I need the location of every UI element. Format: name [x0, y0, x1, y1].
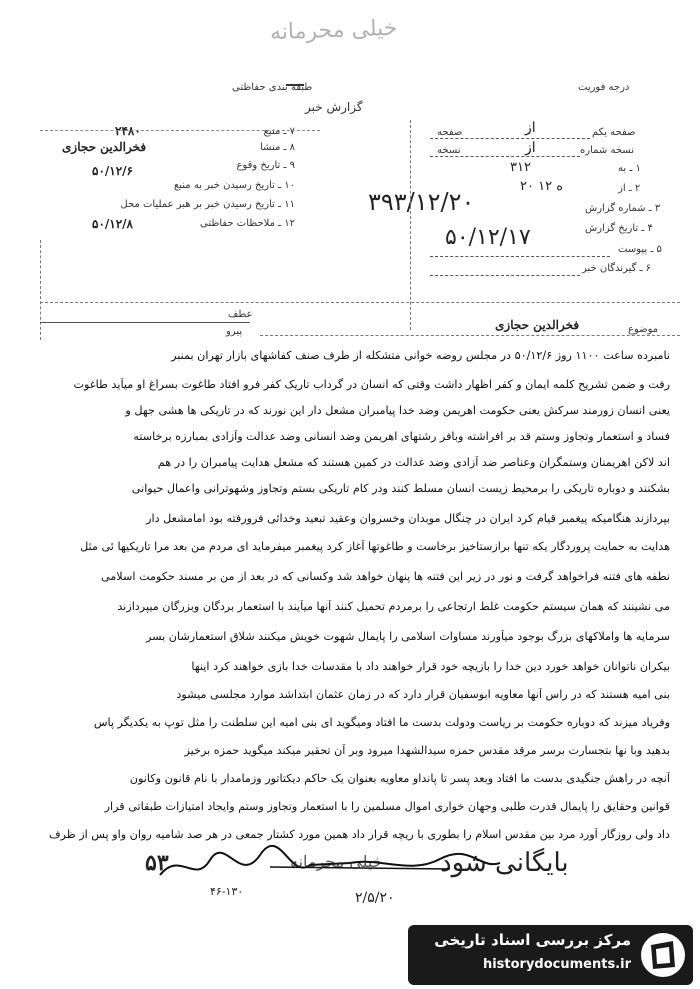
body-line: می نشینند که همان سیستم حکومت غلط ارتجاعی را برمردم تحمیل کنند آنها میآیند با استعمار بردگان وبزرگان میپردازند — [117, 600, 670, 613]
body-line: فساد و استعمار وتجاوز وستم قد بر افراشته وبافر رشتهای اهریمن وضد انسانی وضد عدالت وآزادی بمبارزه برخاسته — [133, 430, 670, 443]
field-source-label: ۷ ـ منبع — [263, 126, 295, 137]
right-field-from-value: ۲۰ ه ۱۲ — [520, 179, 564, 194]
body-line: یعنی انسان زورمند سرکش یعنی حکومت اهریمن وضد خدا پیامبران مشعل دار این نورند که در تاریکی ها هشی جهل و — [125, 404, 670, 417]
attach-label: عطف — [228, 309, 253, 320]
left-dash-1 — [40, 130, 320, 131]
body-line: بیکران ناتوانان خواهد خورد دین خدا را بازیچه خود قرار خواهند داد با مقدسات خدا بازی خواهند کرد اینها — [191, 660, 670, 673]
right-field-copy-value: از — [525, 140, 536, 156]
body-line: بشکنند و دوباره تاریکی را برمحیط زیست انسان مسلط کنند ودر کام تاریکی بستم وتجاوز وشهوترانی واعمال حیوانی — [131, 482, 670, 495]
right-dash-2 — [430, 156, 580, 157]
right-field-attachment-label: ۵ ـ پیوست — [618, 244, 662, 255]
right-field-recipients-label: ۶ ـ گیرندگان خبر — [582, 263, 652, 274]
right-field-to-label: ۱ ـ به — [618, 163, 641, 174]
body-line: نطفه های فتنه فراخواهد گرفت و نور در زیر این فتنه ها پنهان خواهد شد وکسانی که در بعد از من بر مسند حکومت اسلامی — [100, 570, 670, 583]
right-field-page-mid: صفحه — [437, 127, 463, 138]
right-field-page-value: از — [525, 120, 536, 136]
field-origin-value: فخرالدین حجازی — [62, 140, 147, 154]
subject-value: فخرالدین حجازی — [495, 318, 580, 332]
body-line: قوانین وحقایق را پایمال قدرت طلبی وجهان خواری اموال مسلمین را با استعمار وتجاوز وستم وایجاد امتیازات طبقاتی قرار — [104, 800, 670, 813]
right-field-page-label: صفحه یکم — [592, 127, 636, 138]
field-source-value: ۲۴۸۰ — [115, 124, 141, 138]
body-line: هدایت به حمایت پروردگار یکه تنها برازستاخیز برخاست و طاغوتها آغاز کرد پیغمبر میفرماید ای مردم من بعد مرا تاریکیها ئی مثل — [80, 540, 670, 553]
right-field-report-number-value: ۳۹۳/۱۲/۲۰ — [368, 188, 475, 216]
field-received-source-label: ۱۰ ـ تاریخ رسیدن خبر به منبع — [173, 180, 295, 191]
follow-label: پیرو — [226, 326, 243, 337]
field-security-notes-label: ۱۲ ـ ملاحظات حفاظتی — [200, 218, 295, 229]
right-dash-4 — [430, 275, 580, 276]
body-line: بدهید وبا نها بتجسارت برسر مرقد مقدس حمزه سیدالشهدا میرود وبر آن تحقیر میکند میگوید حمزه برخیز — [184, 744, 670, 757]
signature-text: خیلی محرمانه — [290, 852, 383, 871]
body-line: داد ولی روزگار آورد مرد بین مقدس اسلام را بطوری با ریچه قرار داد همین مورد کشتار جمعی در هر صد شامیه روان واو پس از ظرف — [48, 828, 670, 841]
right-field-copy-label: نسخه شماره — [580, 145, 634, 156]
subject-top-rule — [40, 302, 680, 303]
field-origin-label: ۸ ـ منشا — [259, 142, 295, 153]
field-occurrence-value: ۵۰/۱۲/۶ — [92, 164, 133, 178]
right-field-copy-mid: نسخه — [437, 145, 461, 156]
report-title: گزارش خبر — [305, 100, 363, 114]
classification-label: طبقه بندی حفاظتی — [232, 82, 313, 93]
right-field-report-date-label: ۴ ـ تاریخ گزارش — [585, 223, 653, 234]
right-field-report-date-value: ۵۰/۱۲/۱۷ — [445, 225, 531, 250]
watermark-org-name: مرکز بررسی اسناد تاریخی — [434, 931, 631, 949]
body-line: وفریاد میزند که دوباره حکومت بر ریاست ودولت بدست ما افتاد ومیگوید ای بنی امیه این سلطنت را مثل توپ به یکدیگر پاس — [93, 716, 670, 729]
right-field-from-label: ۲ ـ از — [618, 183, 641, 194]
body-line: اند لاکن اهریمنان وستمگران وعناصر ضد آزادی وضد عدالت در کمین هستند که مشعل هدایت پیامبران را در هم — [157, 456, 670, 469]
top-classification-stamp: خیلی محرمانه — [269, 15, 398, 46]
right-dash-3 — [430, 256, 610, 257]
priority-label: درجه فوریت — [578, 82, 630, 93]
right-dash-1 — [430, 138, 590, 139]
body-line: آنچه در راهش جنگیدی بدست ما افتاد وبعد پسر تا پانداو معاویه بعنوان یک حاکم دیکتاتور وزمامدار با نام قانون وکانون — [129, 772, 670, 785]
right-field-report-number-label: ۳ ـ شماره گزارش — [585, 203, 661, 214]
watermark-url: historydocuments.ir — [482, 957, 631, 972]
reference-date: ۲/۵/۲۰ — [355, 890, 395, 906]
reference-code: ۴۶-۱۳۰ — [210, 885, 244, 898]
field-occurrence-label: ۹ ـ تاریخ وقوع — [236, 160, 295, 171]
body-line: رفت و ضمن تشریح کلمه ایمان و کفر اظهار داشت وقتی که انسان در گرداب تاریک کفر فرو افتاد طاغوت بسراغ او میآید طاغوت — [73, 378, 670, 391]
attach-rule — [40, 322, 250, 323]
signature-number: ۵۳ — [145, 850, 169, 876]
classification-mark — [286, 84, 304, 86]
subject-bottom-rule — [260, 335, 680, 336]
body-line: بنی امیه هستند که در راس آنها معاویه ابوسفیان قرار دارد که در زمان عثمان ابتداشد موارد مجلسی میشود — [176, 688, 670, 701]
watermark-logo — [408, 925, 693, 985]
body-line: سرمایه ها واملاکهای بزرگ بوجود میآورند مساوات اسلامی را پایمال شهوت خویش میکنند شلاق استعمارشان بسر — [145, 630, 670, 643]
body-line: نامبرده ساعت ۱۱۰۰ روز ۵۰/۱۲/۶ در مجلس روضه خوانی متشکله از طرف صنف کفاشهای بازار تهران بمنبر — [171, 349, 670, 362]
subject-label: موضوع — [628, 324, 659, 335]
column-divider — [410, 120, 411, 330]
archive-note: بایگانی شود — [440, 848, 569, 878]
archive-emblem-icon — [639, 931, 687, 979]
left-margin-dash — [40, 240, 45, 340]
field-security-notes-value: ۵۰/۱۲/۸ — [92, 217, 133, 231]
right-field-to-value: ۳۱۲ — [510, 160, 531, 175]
field-received-ops-label: ۱۱ ـ تاریخ رسیدن خبر بر هبر عملیات محل — [120, 199, 295, 210]
body-line: بپردازند هنگامیکه پیغمبر قیام کرد ایران در چنگال موبدان وخسروان وعقید تبعید وخدائی فرورفته بود امامشعل دار — [146, 512, 670, 525]
